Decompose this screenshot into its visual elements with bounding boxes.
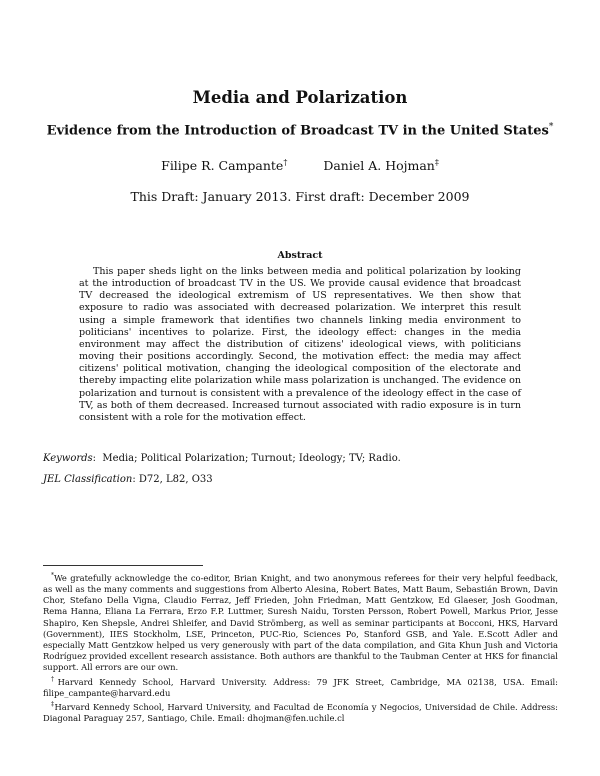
author-2 xyxy=(323,158,439,173)
paper-title: Media and Polarization xyxy=(192,88,408,107)
abstract-text: This paper sheds light on the links between media and political polarization by looking at the introduction of broadcast TV in the US. We provide causal evidence that broadcast TV decreased the ideological extremism of US representatives. We then show that exposure to radio was associated with decreased polarization. We interpret this result using a simple framework that identifies two channels linking media environment to politicians' incentives to polarize. First, the ideology effect: changes in the media environment may affect the distribution of citizens' ideological views, with politicians moving their positions accordingly. Second, the motivation effect: the media may affect citizens' political motivation, changing the ideological composition of the electorate and thereby impacting elite polarization while mass polarization is unchanged. The evidence on polarization and turnout is consistent with a prevalence of the ideology effect in the case of TV, as both of them decreased. Increased turnout associated with radio exposure is in turn consistent with a role for the motivation effect. xyxy=(79,266,521,423)
footnote-mark: ‡ xyxy=(51,700,55,708)
footnote xyxy=(43,674,558,699)
keywords-label: Keywords xyxy=(43,453,93,464)
jel-label: JEL Classification xyxy=(43,474,133,485)
footnote-mark: † xyxy=(51,675,58,683)
footnote xyxy=(43,570,558,674)
jel-line: JEL Classification: D72, L82, O33 xyxy=(43,474,213,485)
keywords-value: Media; Political Polarization; Turnout; Ideology; TV; Radio. xyxy=(102,453,401,464)
draft-dates: This Draft: January 2013. First draft: December 2009 xyxy=(130,189,470,204)
author-name: Daniel A. Hojman xyxy=(323,158,435,174)
footnote-divider xyxy=(43,565,203,566)
author-footnote-mark: † xyxy=(283,158,288,167)
author-1 xyxy=(161,158,287,173)
footnote-text: Harvard Kennedy School, Harvard University. Address: 79 JFK Street, Cambridge, MA 02138, USA. Email: filipe_campante@harvard.edu xyxy=(43,676,558,698)
jel-value: D72, L82, O33 xyxy=(138,474,213,485)
author-footnote-mark: ‡ xyxy=(434,158,439,167)
subtitle-footnote-mark: * xyxy=(548,122,554,132)
keywords-line: Keywords: Media; Political Polarization; Turnout; Ideology; TV; Radio. xyxy=(43,453,401,464)
footnote-text: We gratefully acknowledge the co-editor, Brian Knight, and two anonymous referees for their very helpful feedback, as well as the many comments and suggestions from Alberto Alesina, Robert Bates, Matt Baum, Sebastián Brown, Davin Chor, Stefano Della Vigna, Claudio Ferraz, Jeff Frieden, John Friedman, Matt Gentzkow, Ed Glaeser, Josh Goodman, Rema Hanna, Eliana La Ferrara, Erzo F.P. Luttmer, Suresh Naidu, Torsten Persson, Robert Powell, Markus Prior, Jesse Shapiro, Ken Shepsle, Andrei Shleifer, and David Strömberg, as well as seminar participants at Bocconi, HKS, Harvard (Government), IIES Stockholm, LSE, Princeton, PUC-Rio, Sciences Po, Stanford GSB, and Yale. E.Scott Adler and especially Matt Gentzkow helped us very generously with part of the data compilation, and Gita Khun Jush and Victoria Rodríguez provided excellent research assistance. Both authors are thankful to the Taubman Center at HKS for financial support. All errors are our own. xyxy=(43,572,558,673)
paper-subtitle xyxy=(0,122,600,138)
footnotes xyxy=(43,570,558,724)
footnote-text: Harvard Kennedy School, Harvard University, and Facultad de Economía y Negocios, Universidad de Chile. Address: Diagonal Paraguay 257, Santiago, Chile. Email: dhojman@fen.uchile.cl xyxy=(43,701,558,723)
author-list xyxy=(0,158,600,173)
abstract-heading: Abstract xyxy=(277,250,323,261)
author-name: Filipe R. Campante xyxy=(161,158,284,174)
footnote-mark: * xyxy=(51,572,54,579)
footnote xyxy=(43,699,558,724)
subtitle-text: Evidence from the Introduction of Broadcast TV in the United States xyxy=(46,123,549,139)
